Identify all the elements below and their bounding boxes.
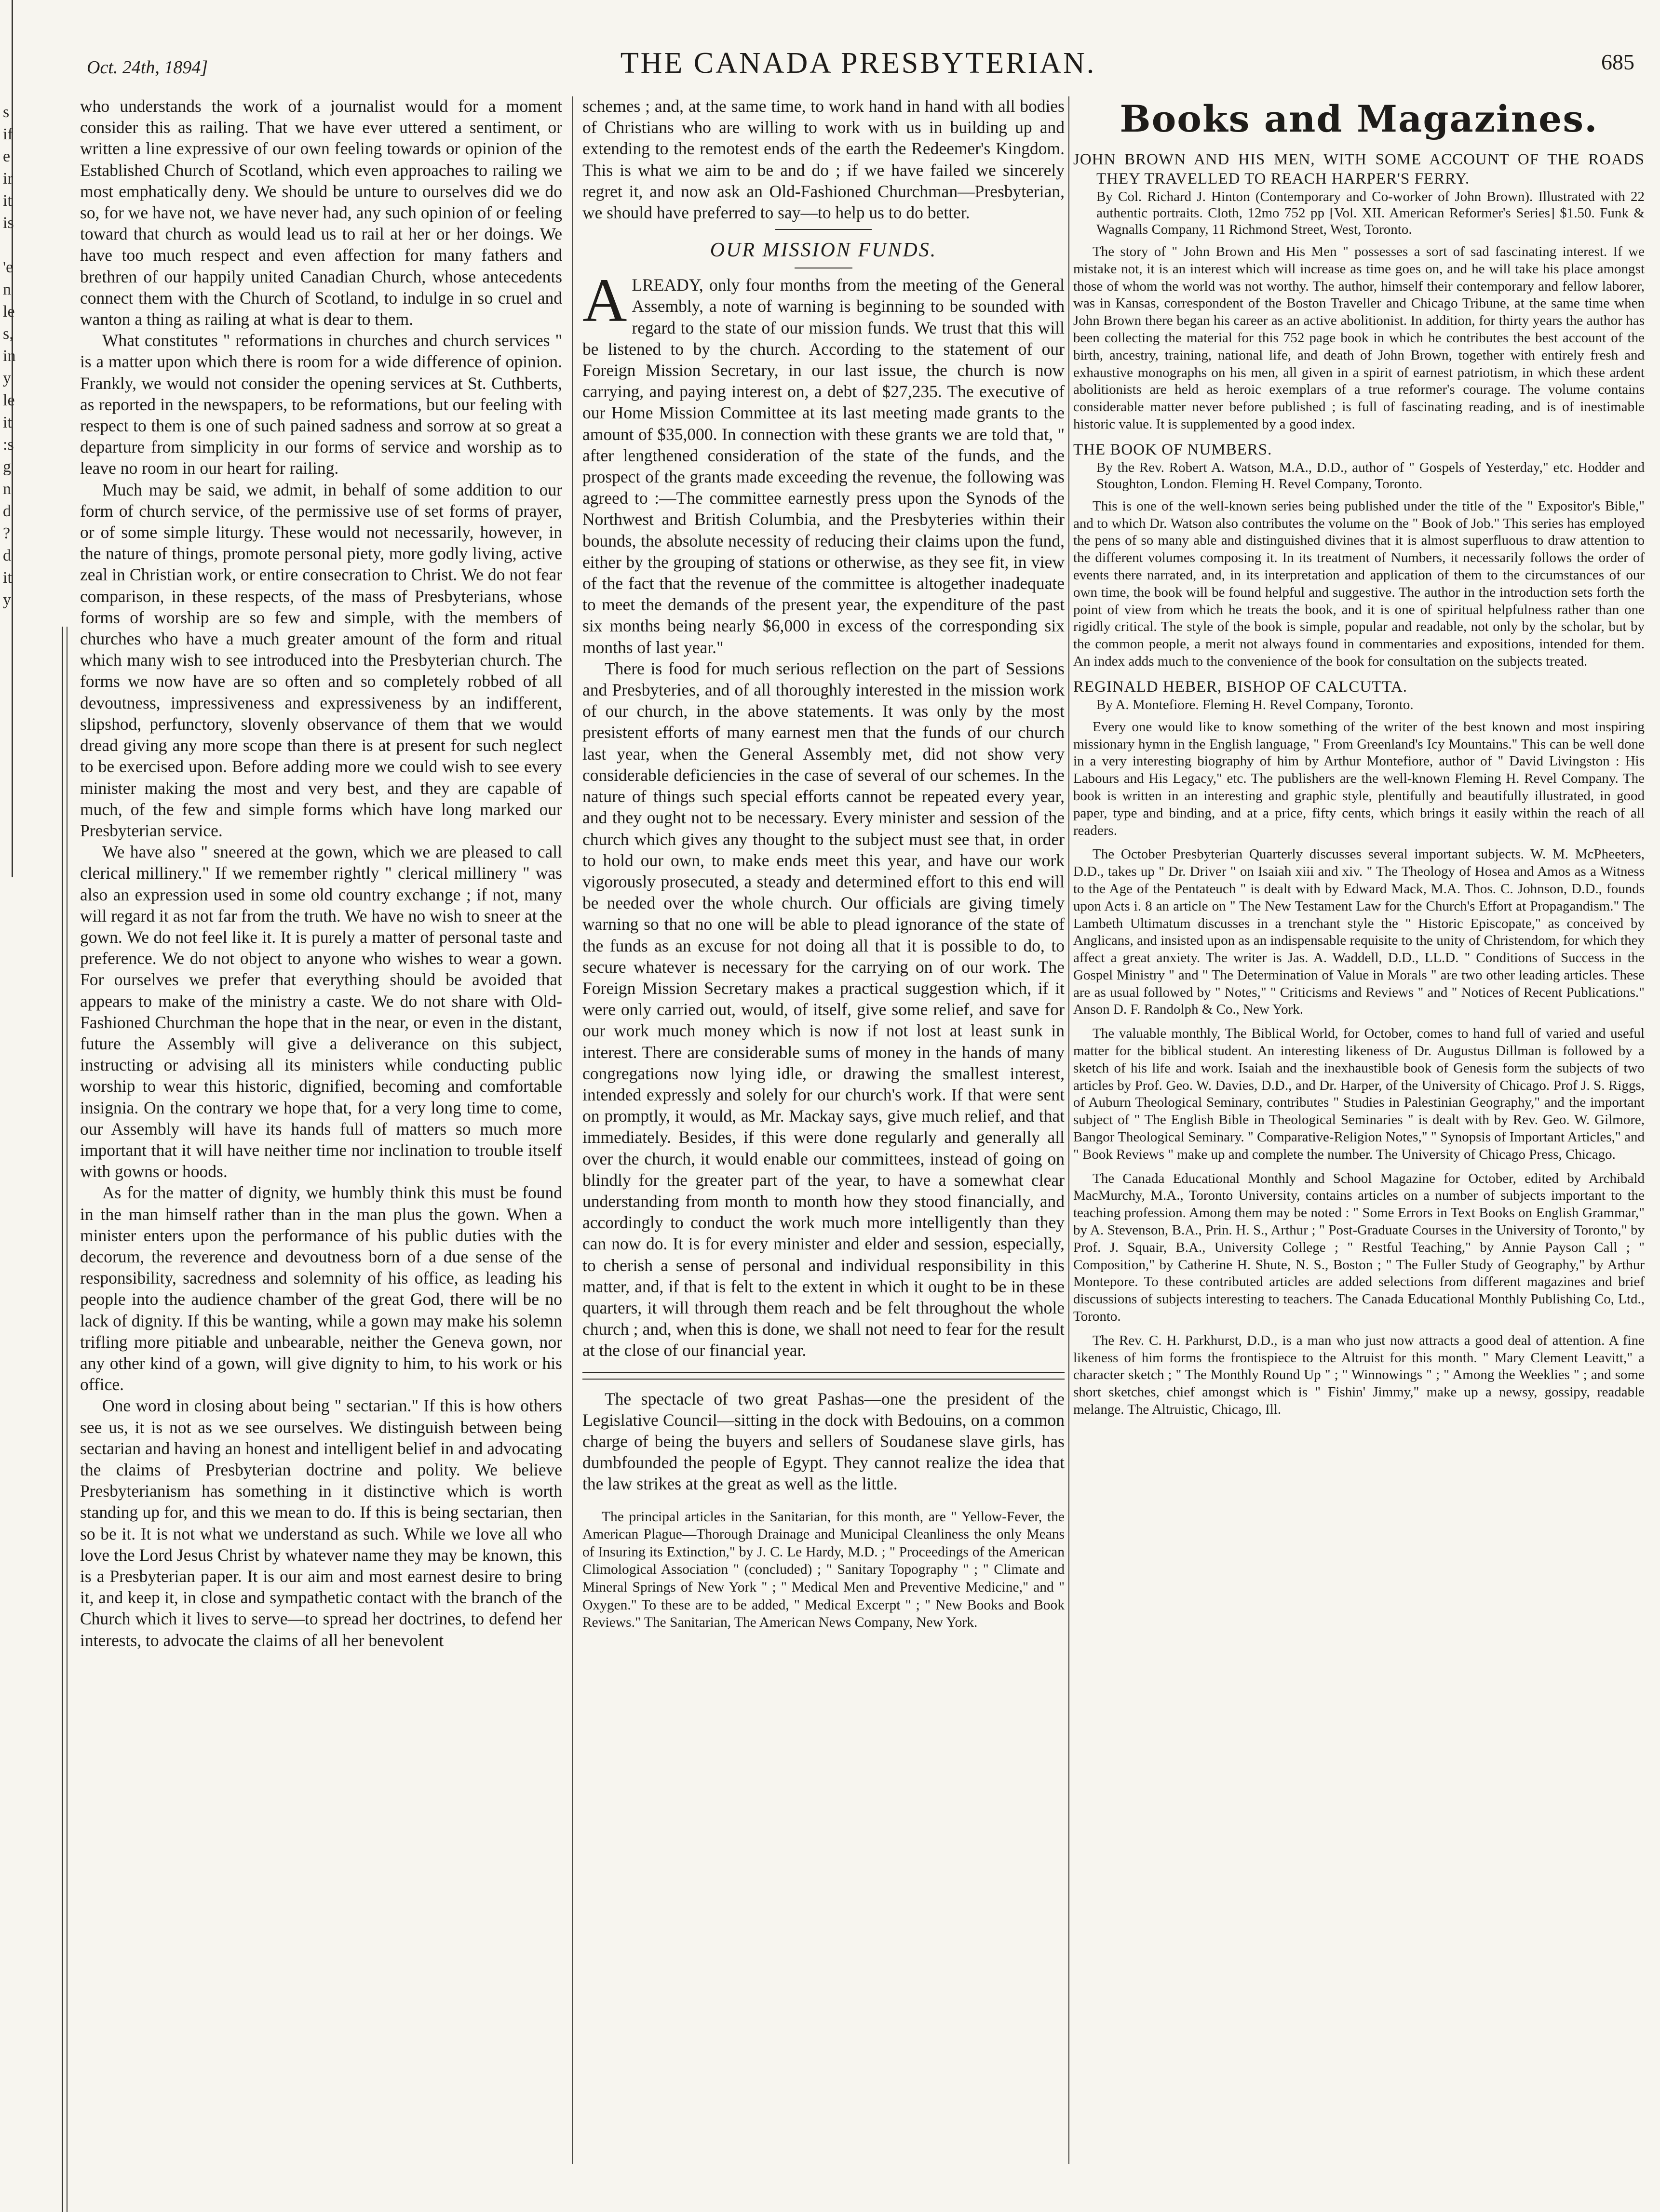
books-masthead: Books and Magazines. xyxy=(1120,97,1598,140)
newspaper-title: THE CANADA PRESBYTERIAN. xyxy=(620,47,1096,80)
magazine-notice: The October Presbyterian Quarterly discusses several important subjects. W. M. McPheeters, D.D., takes up " Dr. Driver " on Isaiah xiii and xiv. " The Theology of Hosea and Amos as a Witness to the Age of the Pentateuch " is dealt with by Edward Mack, M.A. Thos. C. Johnson, D.D., founds upon Acts i. 8 an article on " The New Testament Law for the Church's Effort at Propagandism." The Lambeth Ultimatum discusses in a trenchant style the " Historic Episcopate," as conceived by Anglicans, and insisted upon as an indispensable requisite to the unity of Christendom, for which they affect a great anxiety. The writer is Jas. A. Waddell, D.D., LL.D. " Conditions of Success in the Gospel Ministry " and " The Determination of Value in Morals " are two other leading articles. These are as usual followed by " Notes," " Criticisms and Reviews " and " Notices of Recent Publications." Anson D. F. Randolph & Co., New York. xyxy=(1073,846,1645,1018)
column-editorial xyxy=(80,95,562,2145)
column-books-magazines xyxy=(1073,95,1645,2145)
review-body: Every one would like to know something of the writer of the best known and most inspiring missionary hymn in the English language, " From Greenland's Icy Mountains." This can be well done in a very interesting biography of him by Arthur Montefiore, author of " David Livingston : His Labours and His Legacy," etc. The publishers are the well-known Fleming H. Revel Company. The book is written in an interesting and graphic style, plentifully and beautifully illustrated, in good paper, type and binding, and at a price, fifty cents, which brings it easily within the reach of all readers. xyxy=(1073,719,1645,838)
notice-paragraph: The principal articles in the Sanitarian, for this month, are " Yellow-Fever, the American Plague—Thorough Drainage and Municipal Cleanliness the only Means of Insuring its Extinction," by J. C. Le Hardy, M.D. ; " Proceedings of the American Climological Association " (concluded) ; " Sanitary Topography " ; " Climate and Mineral Springs of New York " ; " Medical Men and Preventive Medicine," and " Oxygen." To these are to be added, " Medical Excerpt " ; " New Books and Book Reviews." The Sanitarian, The American News Company, New York. xyxy=(582,1509,1065,1631)
review-title: REGINALD HEBER, BISHOP OF CALCUTTA. xyxy=(1073,678,1407,696)
news-paragraph: The spectacle of two great Pashas—one the president of the Legislative Council—sitting in the dock with Bedouins, on a common charge of being the buyers and sellers of Soudanese slave girls, has dumbfounded the people of Egypt. They cannot realize the idea that the law strikes at the great as well as the little. xyxy=(582,1389,1065,1494)
magazine-notice: The Canada Educational Monthly and School Magazine for October, edited by Archibald MacMurchy, M.A., Toronto University, contains articles on a number of subjects important to the teaching profession. Among them may be noted : " Some Errors in Text Books on English Grammar," by A. Stevenson, B.A., Prin. H. S., Arthur ; " Post-Graduate Courses in the University of Toronto," by Prof. J. Squair, B.A., University College ; " Restful Teaching," by Annie Payson Call ; " Composition," by Catherine H. Shute, N. S., Boston ; " The Fuller Study of Geography," by Arthur Montepore. To these contributed articles are added selections from different magazines and brief discussions of subjects interesting to teachers. The Canada Educational Monthly Publishing Co, Ltd., Toronto. xyxy=(1073,1170,1645,1325)
review-meta: By A. Montefiore. Fleming H. Revel Company, Toronto. xyxy=(1096,697,1414,712)
editorial-paragraph: We have also " sneered at the gown, which we are pleased to call clerical millinery." If we remember rightly " clerical millinery " was also an expression used in some old country exchange ; if not, many will regard it as not far from the truth. We have no wish to sneer at the gown. We do not feel like it. It is purely a matter of personal taste and preference. We do not object to anyone who wishes to wear a gown. For ourselves we prefer that everything should be avoided that appears to make of the ministry a caste. We do not share with Old-Fashioned Churchman the hope that in the near, or even in the distant, future the Assembly will give a deliverance on this subject, instructing or advising all its ministers while conducting public worship to wear this historic, dignified, becoming and comfortable insignia. On the contrary we hope that, for a very long time to come, our Assembly will have its hands full of matters so much more important that it will have neither time nor inclination to trouble itself with gowns or hoods. xyxy=(80,842,562,1181)
review-title: THE BOOK OF NUMBERS. xyxy=(1073,441,1272,458)
page-header xyxy=(72,46,1644,80)
mission-paragraph: There is food for much serious reflection on the part of Sessions and Presbyteries, and of all thoroughly interested in the mission work of our church, in the above statements. It was only by the most presistent efforts of many earnest men that the funds of our church last year, when the General Assembly met, did not show very considerable deficiencies in the case of several of our schemes. In the nature of things such special efforts cannot be repeated every year, and they ought not to be necessary. Every minister and session of the church which gives any thought to the subject must see that, in order to hold our own, to make ends meet this year, and have our work vigorously prosecuted, a steady and determined effort to this end will be needed over the whole church. Our officials are giving timely warning so that no one will be able to plead ignorance of the state of the funds as an excuse for not doing all that it is possible to do, to secure whatever is necessary for the carrying on of our work. The Foreign Mission Secretary makes a practical suggestion which, if it were only carried out, would, of itself, give some relief, and save for our work much money which is now if not lost at least sunk in interest. There are considerable sums of money in the hands of many congregations now lying idle, or drawing the smallest interest, intended expressly and solely for our church's work. If that were sent on promptly, it would, as Mr. Mackay says, give much relief, and that immediately. Besides, if this were done regularly and generally all over the church, it would enable our committees, instead of going on blindly for the greater part of the year, to have a somewhat clear understanding from month to month how they stood financially, and accordingly to conduct the work much more intelligently than they can now do. It is for every minister and elder and session, especially, to cherish a sense of personal and individual responsibility in this matter, and, if that is felt to the extent in which it ought to be in these quarters, it will through them reach and be felt throughout the whole church ; and, when this is done, we shall not need to fear for the result at the close of our financial year. xyxy=(582,658,1065,1360)
editorial-paragraph: schemes ; and, at the same time, to work hand in hand with all bodies of Christians who are willing to work with us in building up and extending to the remotest ends of the earth the Redeemer's Kingdom. This is what we aim to be and do ; if we have failed we sincerely regret it, and now ask an Old-Fashioned Churchman—Presbyterian, we should have preferred to say—to help us to do better. xyxy=(582,96,1065,223)
section-title: OUR MISSION FUNDS. xyxy=(710,239,937,262)
margin-rule xyxy=(62,627,63,2212)
review-title: JOHN BROWN AND HIS MEN, WITH SOME ACCOUNT OF THE ROADS THEY TRAVELLED TO REACH HARPER'S FERRY. xyxy=(1073,151,1645,188)
review-body: The story of " John Brown and His Men " possesses a sort of sad fascinating interest. If we mistake not, it is an interest which will increase as time goes on, and he will take his place amongst those of whom the world was not worthy. The author, himself their contemporary and fellow laborer, was in Kansas, correspondent of the Boston Traveller and Chicago Tribune, at the same time when John Brown there began his career as an active abolitionist. In addition, for thirty years the author has been collecting the material for this 752 page book in which he contributes the best account of the birth, ancestry, training, national life, and death of John Brown, together with entirely fresh and exhaustive monographs on his men, all given in a spirit of earnest patriotism, in which these ardent abolitionists are held as heroic exemplars of a true reformer's courage. The volume contains considerable matter never before published ; is full of fascinating reading, and is of inestimable historic value. It is supplemented by a good index. xyxy=(1073,244,1645,432)
editorial-paragraph: As for the matter of dignity, we humbly think this must be found in the man himself rather than in the man plus the gown. When a minister enters upon the performance of his public duties with the decorum, the reverence and devoutness born of a due sense of the responsibility, sacredness and solemnity of his office, as leading his people into the audience chamber of the great God, there will be no lack of dignity. If this be wanting, while a gown may make his solemn trifling more pitiable and unbearable, neither the Geneva gown, nor any other kind of a gown, will give dignity to him, to his work or his office. xyxy=(80,1183,562,1394)
review-meta: By Col. Richard J. Hinton (Contemporary and Co-worker of John Brown). Illustrated with 22 authentic portraits. Cloth, 12mo 752 pp [Vol. XII. American Reformer's Series] $1.50. Funk & Wagnalls Company, 11 Richmond Street, West, Toronto. xyxy=(1096,189,1645,237)
column-divider xyxy=(572,96,573,2164)
margin-strip xyxy=(0,0,72,2212)
editorial-paragraph: who understands the work of a journalist would for a moment consider this as railing. That we have ever uttered a sentiment, or written a line expressive of our own feeling towards or opinion of the Established Church of Scotland, which even approaches to railing we most emphatically deny. We should be unture to ourselves did we do so, for we have not, we have never had, any such opinion of or feeling toward that church as would lead us to rail at her or her doings. We have too much respect and even affection for many fathers and brethren of our happily united Canadian Church, whose antecedents connect them with the Church of Scotland, to indulge in so cruel and wanton a thing as railing at what is dear to them. xyxy=(80,96,562,329)
review-body: This is one of the well-known series being published under the title of the " Expositor's Bible," and to which Dr. Watson also contributes the volume on the " Book of Job." This series has employed the pens of so many able and distinguished divines that it is almost superfluous to draw attention to the different volumes composing it. In its treatment of Numbers, it necessarily follows the order of events there narrated, and, in its interpretation and application of them to the circumstances of our own time, the book will be found helpful and suggestive. The author in the introduction sets forth the point of view from which he treats the book, and it is one of spiritual helpfulness rather than one rigidly critical. The style of the book is simple, popular and readable, not only by the scholar, but by the common people, a merit not always found in commentaries and expositions, intended for them. An index adds much to the convenience of the book for consultation on the subjects treated. xyxy=(1073,498,1645,669)
magazine-notice: The valuable monthly, The Biblical World, for October, comes to hand full of varied and useful matter for the biblical student. An interesting likeness of Dr. Augustus Dillman is followed by a sketch of his life and work. Isaiah and the inexhaustible book of Genesis form the subjects of two articles by Prof. Geo. W. Davies, D.D., and Dr. Harper, of the University of Chicago. Prof J. S. Riggs, of Auburn Theological Seminary, contributes " Studies in Palestinian Geography," and the important subject of " The English Bible in Theological Seminaries " is dealt with by Rev. Geo. W. Gilmore, Bangor Theological Seminary. " Comparative-Religion Notes," " Synopsis of Important Articles," and " Book Reviews " make up and complete the number. The University of Chicago Press, Chicago. xyxy=(1073,1026,1645,1162)
section-rule xyxy=(582,1372,1065,1373)
column-divider xyxy=(1068,96,1069,2164)
margin-fragments: s if e ir it is 'e n le s, in y le it :s g n d ? d it y xyxy=(3,103,16,609)
editorial-paragraph: Much may be said, we admit, in behalf of some addition to our form of church service, of the permissive use of set forms of prayer, or of some simple liturgy. These would not necessarily, however, in the nature of things, promote personal piety, more godly living, active zeal in Christian work, or entire consecration to Christ. We do not fear comparison, in these respects, of the mass of Presbyterians, whose forms of worship are so few and simple, with the members of churches who have a much greater amount of the form and ritual which many wish to see introduced into the Presbyterian church. The forms we now have are so often and so completely robbed of all devoutness, impressiveness and expressiveness by an indifferent, slipshod, perfunctory, slovenly observance of them that we would dread giving any more scope than there is at present for such neglect to be exercised upon. Before adding more we could wish to see every minister making the most and very best, and they are capable of much, of the few and simple forms which have long marked our Presbyterian service. xyxy=(80,480,562,840)
mission-paragraph: ALREADY, only four months from the meeting of the General Assembly, a note of warning is beginning to be sounded with regard to the state of our mission funds. We trust that this will be listened to by the church. According to the statement of our Foreign Mission Secretary, in our last issue, the church is now carrying, and paying interest on, a debt of $27,235. The executive of our Home Mission Committee at its last meeting made grants to the amount of $35,000. In connection with these grants we are told that, " after lengthened consideration of the state of the funds, and the prospect of the grants made exceeding the revenue, the following was agreed to :—The committee earnestly press upon the Synods of the Northwest and British Columbia, and the Presbyteries within their bounds, the absolute necessity of reducing their claims upon the fund, either by the grouping of stations or otherwise, as they see fit, in view of the fact that the revenue of the committee is altogether inadequate to meet the demands of the present year, the expenditure of the past six months being nearly $6,000 in excess of the corresponding six months of last year." xyxy=(582,266,1065,657)
issue-date: Oct. 24th, 1894] xyxy=(87,57,208,78)
editorial-paragraph: One word in closing about being " sectarian." If this is how others see us, it is not as we see ourselves. We distinguish between being sectarian and having an honest and intelligent belief in and advocating the claims of Presbyterian doctrine and polity. We believe Presbyterianism has something in it distinctive which is worth standing up for, and this we mean to do. If this is being sectarian, then so be it. It is not what we understand as such. While we love all who love the Lord Jesus Christ by whatever name they may be known, this is a Presbyterian paper. It is our aim and most earnest desire to bring it, and keep it, in close and sympathetic contact with the branch of the Church which it lives to serve—to spread her doctrines, to defend her interests, to advocate the claims of all her benevolent xyxy=(80,1396,562,1650)
column-mission-funds xyxy=(582,95,1065,2145)
section-rule xyxy=(582,1379,1065,1380)
page-number: 685 xyxy=(1601,50,1634,74)
section-rule xyxy=(775,229,872,230)
review-meta: By the Rev. Robert A. Watson, M.A., D.D., author of " Gospels of Yesterday," etc. Hodder and Stoughton, London. Fleming H. Revel Company, Toronto. xyxy=(1096,459,1645,492)
magazine-notice: The Rev. C. H. Parkhurst, D.D., is a man who just now attracts a good deal of attention. A fine likeness of him forms the frontispiece to the Altruist for this month. " Mary Clement Leavitt," a character sketch ; " The Monthly Round Up " ; " Winnowings " ; " Among the Weeklies " ; and some short sketches, chief amongst which is " Fishin' Jimmy," make up a newsy, gossipy, readable melange. The Altruistic, Chicago, Ill. xyxy=(1073,1332,1645,1418)
editorial-paragraph: What constitutes " reformations in churches and church services " is a matter upon which there is room for a wide difference of opinion. Frankly, we would not consider the opening services at St. Cuthberts, as reported in the newspapers, to be reformations, but our feeling with respect to them is one of such pained sadness and sorrow at so great a departure from simplicity in our forms of service and worship as to leave no room in our heart for railing. xyxy=(80,331,562,478)
